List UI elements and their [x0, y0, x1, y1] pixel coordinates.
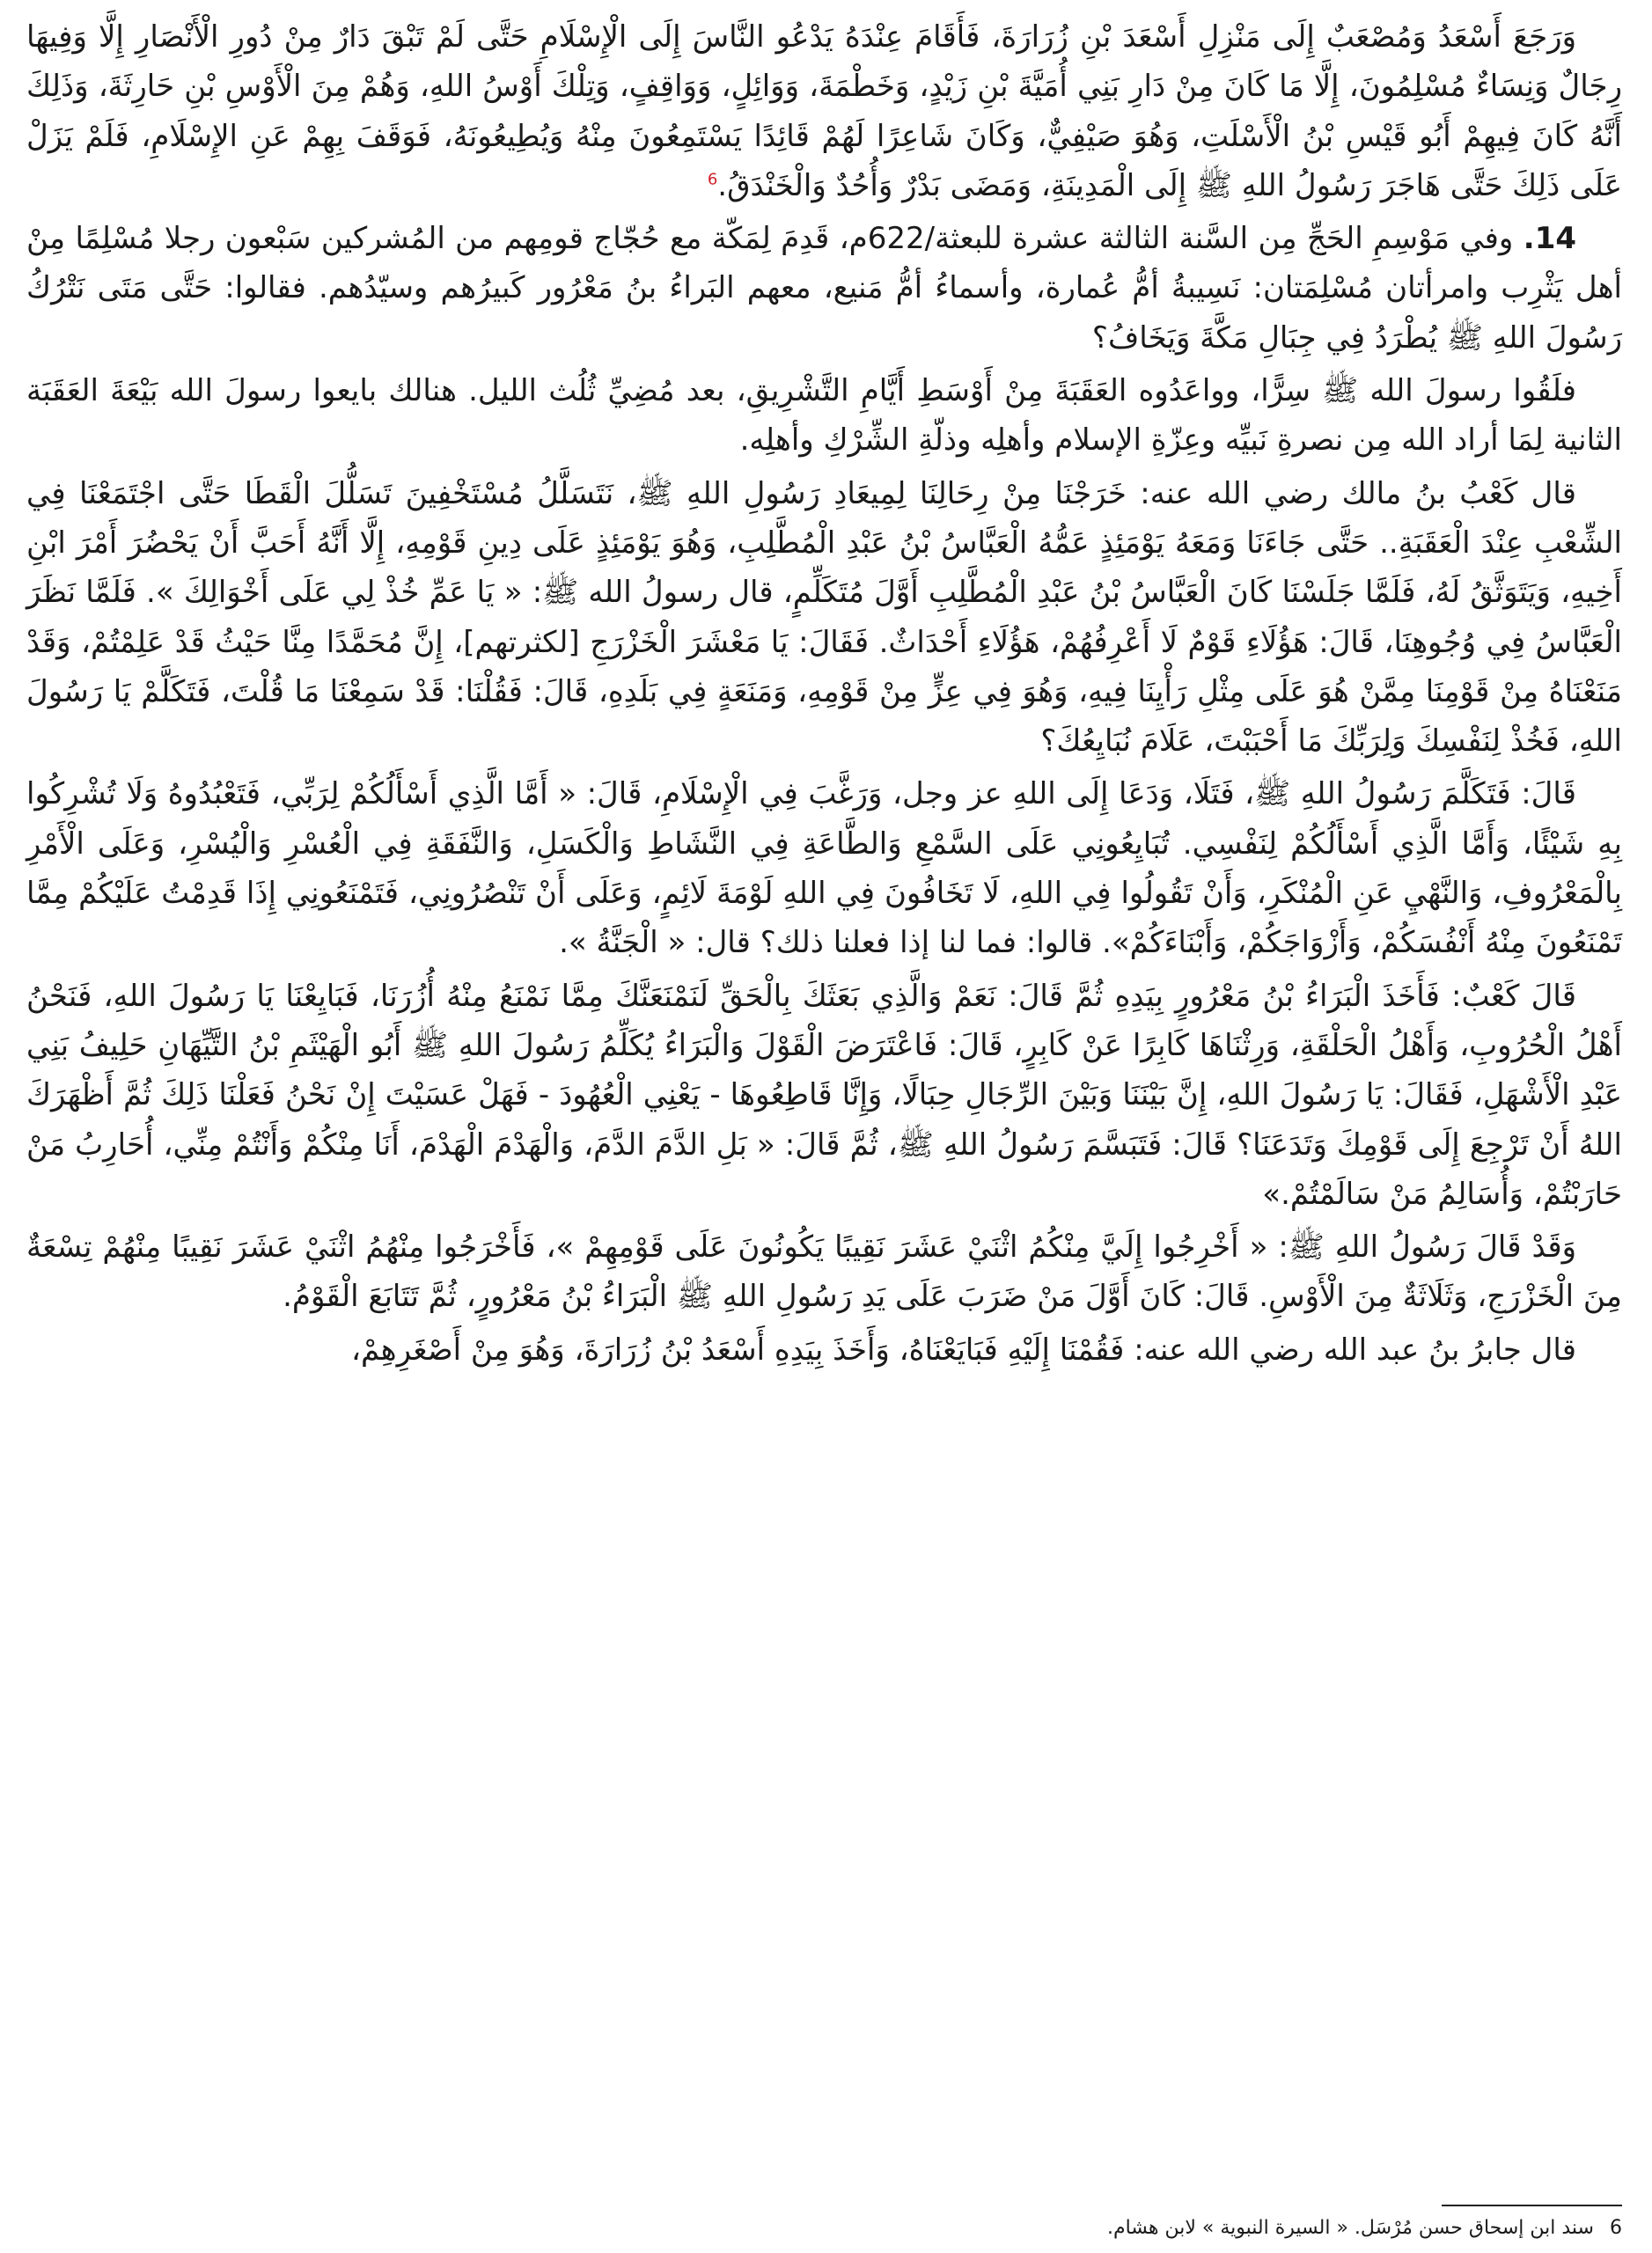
- paragraph-5-text: قَالَ: فَتَكَلَّمَ رَسُولُ اللهِ ﷺ، فَتَلَا، وَدَعَا إِلَى اللهِ عز وجل، وَرَغَّبَ فِي الْإِسْلَامِ، قَالَ: « أَمَّا الَّذِي أَسْأَلُكُمْ لِرَبِّي، فَتَعْبُدُوهُ وَلَا تُشْرِكُوا بِهِ شَيْئًا، وَأَمَّا الَّذِي أَسْأَلُكُمْ لِنَفْسِي. تُبَايِعُونِي عَلَى السَّمْعِ وَالطَّاعَةِ فِي النَّشَاطِ وَالْكَسَلِ، وَالنَّفَقَةِ فِي الْعُسْرِ وَالْيُسْرِ، وَعَلَى الْأَمْرِ بِالْمَعْرُوفِ، وَالنَّهْيِ عَنِ الْمُنْكَرِ، وَأَنْ تَقُولُوا فِي اللهِ، لَا تَخَافُونَ فِي اللهِ لَوْمَةَ لَائِمٍ، وَعَلَى أَنْ تَنْصُرُونِي، فَتَمْنَعُونِي إِذَا قَدِمْتُ عَلَيْكُمْ مِمَّا تَمْنَعُونَ مِنْهُ أَنْفُسَكُمْ، وَأَزْوَاجَكُمْ، وَأَبْنَاءَكُمْ». قالوا: فما لنا إذا فعلنا ذلك؟ قال: « الْجَنَّةُ ».: [26, 776, 1622, 961]
- paragraph-8: [26, 1325, 1622, 1375]
- paragraph-4-text: قال كَعْبُ بنُ مالك رضي الله عنه: خَرَجْنَا مِنْ رِحَالِنَا لِمِيعَادِ رَسُولِ اللهِ ﷺ، نَتَسَلَّلُ مُسْتَخْفِينَ تَسَلُّلَ الْقَطَا حَتَّى اجْتَمَعْنَا فِي الشِّعْبِ عِنْدَ الْعَقَبَةِ.. حَتَّى جَاءَنَا وَمَعَهُ يَوْمَئِذٍ عَمُّهُ الْعَبَّاسُ بْنُ عَبْدِ الْمُطَّلِبِ، وَهُوَ يَوْمَئِذٍ عَلَى دِينِ قَوْمِهِ، إِلَّا أَنَّهُ أَحَبَّ أَنْ يَحْضُرَ أَمْرَ ابْنِ أَخِيهِ، وَيَتَوَثَّقُ لَهُ، فَلَمَّا جَلَسْنَا كَانَ الْعَبَّاسُ بْنُ عَبْدِ الْمُطَّلِبِ أَوَّلَ مُتَكَلِّمٍ، قال رسولُ الله ﷺ: « يَا عَمِّ خُذْ لِي عَلَى أَخْوَالِكَ ». فَلَمَّا نَظَرَ الْعَبَّاسُ فِي وُجُوهِنَا، قَالَ: هَؤُلَاءِ قَوْمٌ لَا أَعْرِفُهُمْ، هَؤُلَاءِ أَحْدَاثٌ. فَقَالَ: يَا مَعْشَرَ الْخَزْرَجِ [لكثرتهم]، إِنَّ مُحَمَّدًا مِنَّا حَيْثُ قَدْ عَلِمْتُمْ، وَقَدْ مَنَعْنَاهُ مِنْ قَوْمِنَا مِمَّنْ هُوَ عَلَى مِثْلِ رَأْيِنَا فِيهِ، وَهُوَ فِي عِزٍّ مِنْ قَوْمِهِ، وَمَنَعَةٍ فِي بَلَدِهِ، قَالَ: فَقُلْنَا: قَدْ سَمِعْنَا مَا قُلْتَ، فَتَكَلَّمْ يَا رَسُولَ اللهِ، فَخُذْ لِنَفْسِكَ وَلِرَبِّكَ مَا أَحْبَبْتَ، عَلَامَ نُبَايِعُكَ؟: [26, 475, 1622, 760]
- paragraph-number: 14.: [1523, 221, 1577, 257]
- footnote-divider: [1442, 2205, 1622, 2206]
- paragraph-7-text: وَقَدْ قَالَ رَسُولُ اللهِ ﷺ: « أَخْرِجُوا إِلَيَّ مِنْكُمُ اثْنَيْ عَشَرَ نَقِيبًا يَكُونُونَ عَلَى قَوْمِهِمْ »، فَأَخْرَجُوا مِنْهُمُ اثْنَيْ عَشَرَ نَقِيبًا مِنْهُمْ تِسْعَةٌ مِنَ الْخَزْرَجِ، وَثَلَاثَةٌ مِنَ الْأَوْسِ. قَالَ: كَانَ أَوَّلَ مَنْ ضَرَبَ عَلَى يَدِ رَسُولِ اللهِ ﷺ الْبَرَاءُ بْنُ مَعْرُورٍ، ثُمَّ تَتَابَعَ الْقَوْمُ.: [26, 1229, 1622, 1315]
- paragraph-8-text: قال جابرُ بنُ عبد الله رضي الله عنه: فَقُمْنَا إِلَيْهِ فَبَايَعْنَاهُ، وَأَخَذَ بِيَدِهِ أَسْعَدُ بْنُ زُرَارَةَ، وَهُوَ مِنْ أَصْغَرِهِمْ،: [351, 1332, 1576, 1368]
- paragraph-4: [26, 469, 1622, 767]
- paragraph-1: [26, 12, 1622, 210]
- paragraph-6: [26, 972, 1622, 1219]
- paragraph-2-text: وفي مَوْسِمِ الحَجِّ مِن السَّنة الثالثة عشرة للبعثة/622م، قَدِمَ لِمَكّة مع حُجّاج قومِهم من المُشركين سَبْعون رجلا مُسْلِمًا مِنْ أهل يَثْرِب وامرأتان مُسْلِمَتان: نَسِيبةُ أمُّ عُمارة، وأسماءُ أمُّ مَنيع، معهم البَراءُ بنُ مَعْرُور كَبيرُهم وسيّدُهم. فقالوا: حَتَّى مَتَى نَتْرُكُ رَسُولَ اللهِ ﷺ يُطْرَدُ فِي جِبَالِ مَكَّةَ وَيَخَافُ؟: [26, 221, 1622, 356]
- footnote-number: 6: [1610, 2217, 1622, 2239]
- footnote-reference[interactable]: 6: [707, 170, 718, 189]
- paragraph-14: [26, 214, 1622, 363]
- footnote-text: سند ابن إسحاق حسن مُرْسَل. « السيرة النبوية » لابن هشام.: [1106, 2217, 1594, 2239]
- paragraph-1-text: وَرَجَعَ أَسْعَدُ وَمُصْعَبٌ إِلَى مَنْزِلِ أَسْعَدَ بْنِ زُرَارَةَ، فَأَقَامَ عِنْدَهُ يَدْعُو النَّاسَ إِلَى الْإِسْلَامِ حَتَّى لَمْ تَبْقَ دَارٌ مِنْ دُورِ الْأَنْصَارِ إِلَّا وَفِيهَا رِجَالٌ وَنِسَاءٌ مُسْلِمُونَ، إِلَّا مَا كَانَ مِنْ دَارِ بَنِي أُمَيَّةَ بْنِ زَيْدٍ، وَخَطْمَةَ، وَوَائِلٍ، وَوَاقِفٍ، وَتِلْكَ أَوْسُ اللهِ، وَهُمْ مِنَ الْأَوْسِ بْنِ حَارِثَةَ، وَذَلِكَ أَنَّهُ كَانَ فِيهِمْ أَبُو قَيْسِ بْنُ الْأَسْلَتِ، وَهُوَ صَيْفِيٌّ، وَكَانَ شَاعِرًا لَهُمْ قَائِدًا يَسْتَمِعُونَ مِنْهُ وَيُطِيعُونَهُ، فَوَقَفَ بِهِمْ عَنِ الإِسْلَامِ، فَلَمْ يَزَلْ عَلَى ذَلِكَ حَتَّى هَاجَرَ رَسُولُ اللهِ ﷺ إِلَى الْمَدِينَةِ، وَمَضَى بَدْرٌ وَأُحُدٌ وَالْخَنْدَقُ.: [26, 19, 1622, 203]
- paragraph-6-text: قَالَ كَعْبٌ: فَأَخَذَ الْبَرَاءُ بْنُ مَعْرُورٍ بِيَدِهِ ثُمَّ قَالَ: نَعَمْ وَالَّذِي بَعَثَكَ بِالْحَقِّ لَنَمْنَعَنَّكَ مِمَّا نَمْنَعُ مِنْهُ أُزُرَنَا، فَبَايِعْنَا يَا رَسُولَ اللهِ، فَنَحْنُ أَهْلُ الْحُرُوبِ، وَأَهْلُ الْحَلْقَةِ، وَرِثْنَاهَا كَابِرًا عَنْ كَابِرٍ، قَالَ: فَاعْتَرَضَ الْقَوْلَ وَالْبَرَاءُ يُكَلِّمُ رَسُولَ اللهِ ﷺ أَبُو الْهَيْثَمِ بْنُ التَّيِّهَانِ حَلِيفُ بَنِي عَبْدِ الْأَشْهَلِ، فَقَالَ: يَا رَسُولَ اللهِ، إِنَّ بَيْنَنَا وَبَيْنَ الرِّجَالِ حِبَالًا، وَإِنَّا قَاطِعُوهَا - يَعْنِي الْعُهُودَ - فَهَلْ عَسَيْتَ إِنْ نَحْنُ فَعَلْنَا ذَلِكَ ثُمَّ أَظْهَرَكَ اللهُ أَنْ تَرْجِعَ إِلَى قَوْمِكَ وَتَدَعَنَا؟ قَالَ: فَتَبَسَّمَ رَسُولُ اللهِ ﷺ، ثُمَّ قَالَ: « بَلِ الدَّمَ الدَّمَ، وَالْهَدْمَ الْهَدْمَ، أَنَا مِنْكُمْ وَأَنْتُمْ مِنِّي، أُحَارِبُ مَنْ حَارَبْتُمْ، وَأُسَالِمُ مَنْ سَالَمْتُمْ.»: [26, 978, 1622, 1212]
- paragraph-3: [26, 366, 1622, 466]
- footnote: [1107, 2215, 1622, 2242]
- paragraph-7: [26, 1222, 1622, 1322]
- paragraph-5: [26, 769, 1622, 967]
- paragraph-3-text: فلَقُوا رسولَ الله ﷺ سِرًّا، وواعَدُوه العَقَبَةَ مِنْ أَوْسَطِ أَيَّامِ التَّشْرِيقِ، بعد مُضِيِّ ثُلُث الليل. هنالك بايعوا رسولَ الله بَيْعَةَ العَقَبَة الثانية لِمَا أراد الله مِن نصرةِ نَبيِّه وعِزّةِ الإسلام وأهلِه وذلّةِ الشِّرْكِ وأهلِه.: [26, 373, 1622, 459]
